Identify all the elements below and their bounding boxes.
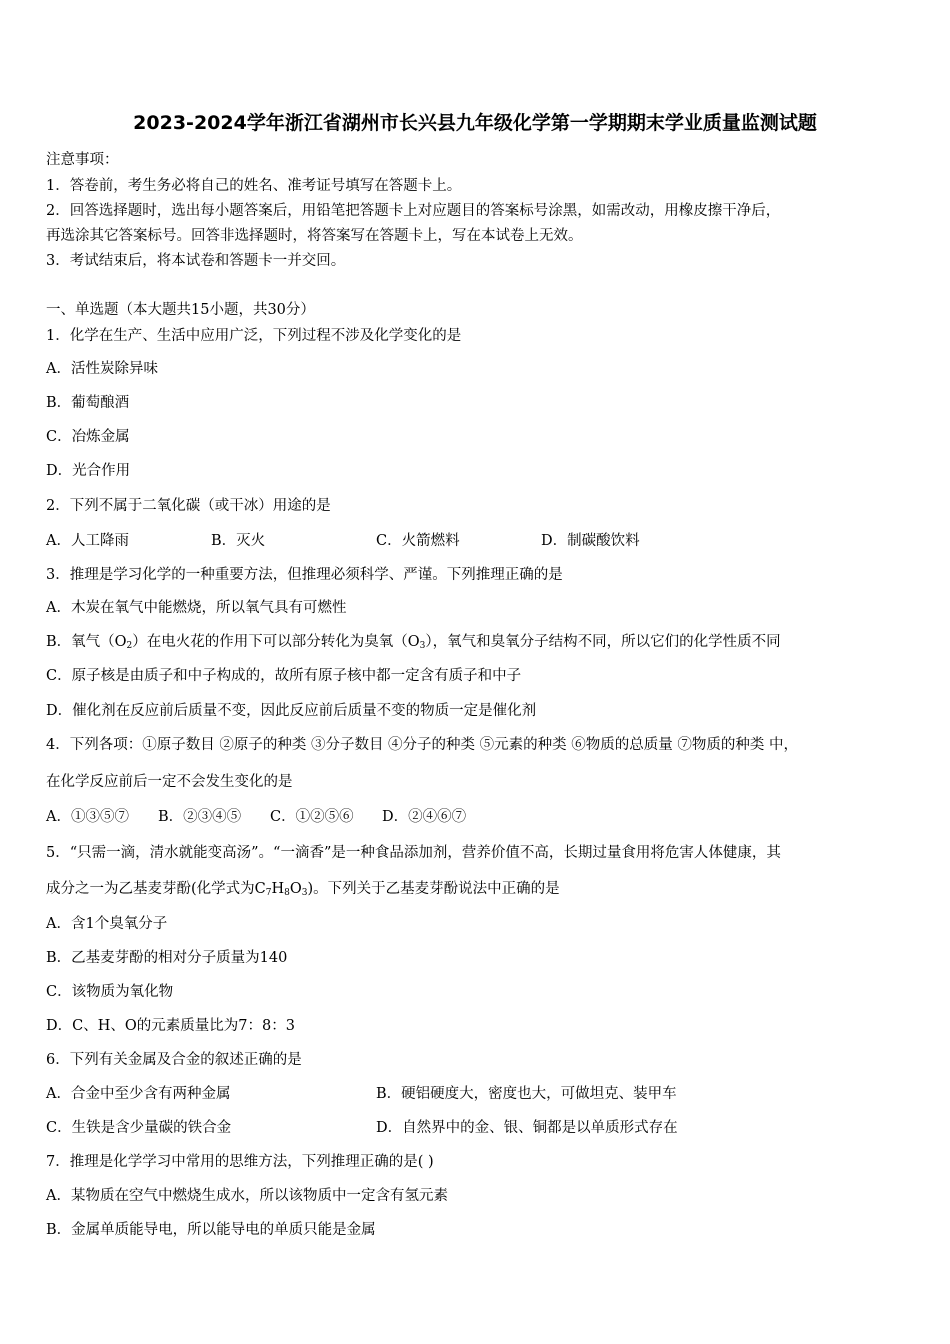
option-b: B．葡萄酿酒 — [46, 395, 130, 411]
option-b: B．氧气$(O_2)$在电火花的作用下可以部分转化为臭氧$(O_3)$，氧气和臭氧分子结构不同，所以它们的化学性质不同 — [46, 634, 781, 651]
question-stem: 3．推理是学习化学的一种重要方法，但推理必须科学、严谨。下列推理正确的是 — [46, 567, 563, 583]
question-stem: 4．下列各项：①原子数目 ②原子的种类 ③分子数目 ④分子的种类 ⑤元素的种类 ⑥物质的总质量 ⑦物质的种类 中， — [46, 737, 798, 753]
page-title: 2023-2024学年浙江省湖州市长兴县九年级化学第一学期期末学业质量监测试题 — [133, 112, 817, 134]
option-c: C．该物质为氧化物 — [46, 984, 174, 1000]
notice-item: 再选涂其它答案标号。回答非选择题时，将答案写在答题卡上，写在本试卷上无效。 — [46, 228, 583, 244]
option-b: B．乙基麦芽酚的相对分子质量为140 — [46, 950, 288, 966]
option-d: D．催化剂在反应前后质量不变，因此反应前后质量不变的物质一定是催化剂 — [46, 703, 537, 719]
option-c: C．生铁是含少量碳的铁合金 — [46, 1120, 232, 1136]
question-stem-cont: 成分之一为乙基麦芽酚(化学式为$C_7H_8O_3$)。下列关于乙基麦芽酚说法中正确的是 — [46, 881, 560, 898]
option-c: C．火箭燃料 — [376, 533, 460, 549]
option-a: A．人工降雨 — [46, 533, 129, 549]
question-stem: 5．“只需一滴，清水就能变高汤”。“一滴香”是一种食品添加剂，营养价值不高，长期过量食用将危害人体健康，其 — [46, 845, 781, 861]
option-d: D．自然界中的金、银、铜都是以单质形式存在 — [376, 1120, 678, 1136]
option-b: B．金属单质能导电，所以能导电的单质只能是金属 — [46, 1222, 376, 1238]
option-b: B．②③④⑤ — [158, 809, 242, 825]
notice-item: 2．回答选择题时，选出每小题答案后，用铅笔把答题卡上对应题目的答案标号涂黑，如需改动，用橡皮擦干净后， — [46, 203, 781, 219]
option-a: A．含1个臭氧分子 — [46, 916, 168, 932]
option-b: B．硬铝硬度大，密度也大，可做坦克、装甲车 — [376, 1086, 677, 1102]
option-c: C．①②⑤⑥ — [270, 809, 354, 825]
question-stem: 7．推理是化学学习中常用的思维方法，下列推理正确的是( ) — [46, 1154, 434, 1170]
option-d: D．制碳酸饮料 — [541, 533, 640, 549]
option-a: A．某物质在空气中燃烧生成水，所以该物质中一定含有氢元素 — [46, 1188, 448, 1204]
question-stem-cont: 在化学反应前后一定不会发生变化的是 — [46, 774, 293, 790]
question-stem: 2．下列不属于二氧化碳（或干冰）用途的是 — [46, 498, 331, 514]
section-heading: 一、单选题（本大题共15小题，共30分） — [46, 302, 315, 318]
option-d: D．光合作用 — [46, 463, 131, 479]
notice-item: 3．考试结束后，将本试卷和答题卡一并交回。 — [46, 253, 346, 269]
option-d: D．C、H、O的元素质量比为7：8：3 — [46, 1018, 295, 1034]
option-a: A．①③⑤⑦ — [46, 809, 129, 825]
notice-item: 1．答卷前，考生务必将自己的姓名、准考证号填写在答题卡上。 — [46, 178, 462, 194]
question-stem: 1．化学在生产、生活中应用广泛，下列过程不涉及化学变化的是 — [46, 328, 462, 344]
option-c: C．冶炼金属 — [46, 429, 130, 445]
question-stem: 6．下列有关金属及合金的叙述正确的是 — [46, 1052, 302, 1068]
notice-heading: 注意事项： — [46, 152, 119, 168]
option-a: A．活性炭除异味 — [46, 361, 158, 377]
option-a: A．合金中至少含有两种金属 — [46, 1086, 231, 1102]
option-d: D．②④⑥⑦ — [382, 809, 467, 825]
option-b: B．灭火 — [211, 533, 266, 549]
option-a: A．木炭在氧气中能燃烧，所以氧气具有可燃性 — [46, 600, 347, 616]
option-c: C．原子核是由质子和中子构成的，故所有原子核中都一定含有质子和中子 — [46, 668, 522, 684]
